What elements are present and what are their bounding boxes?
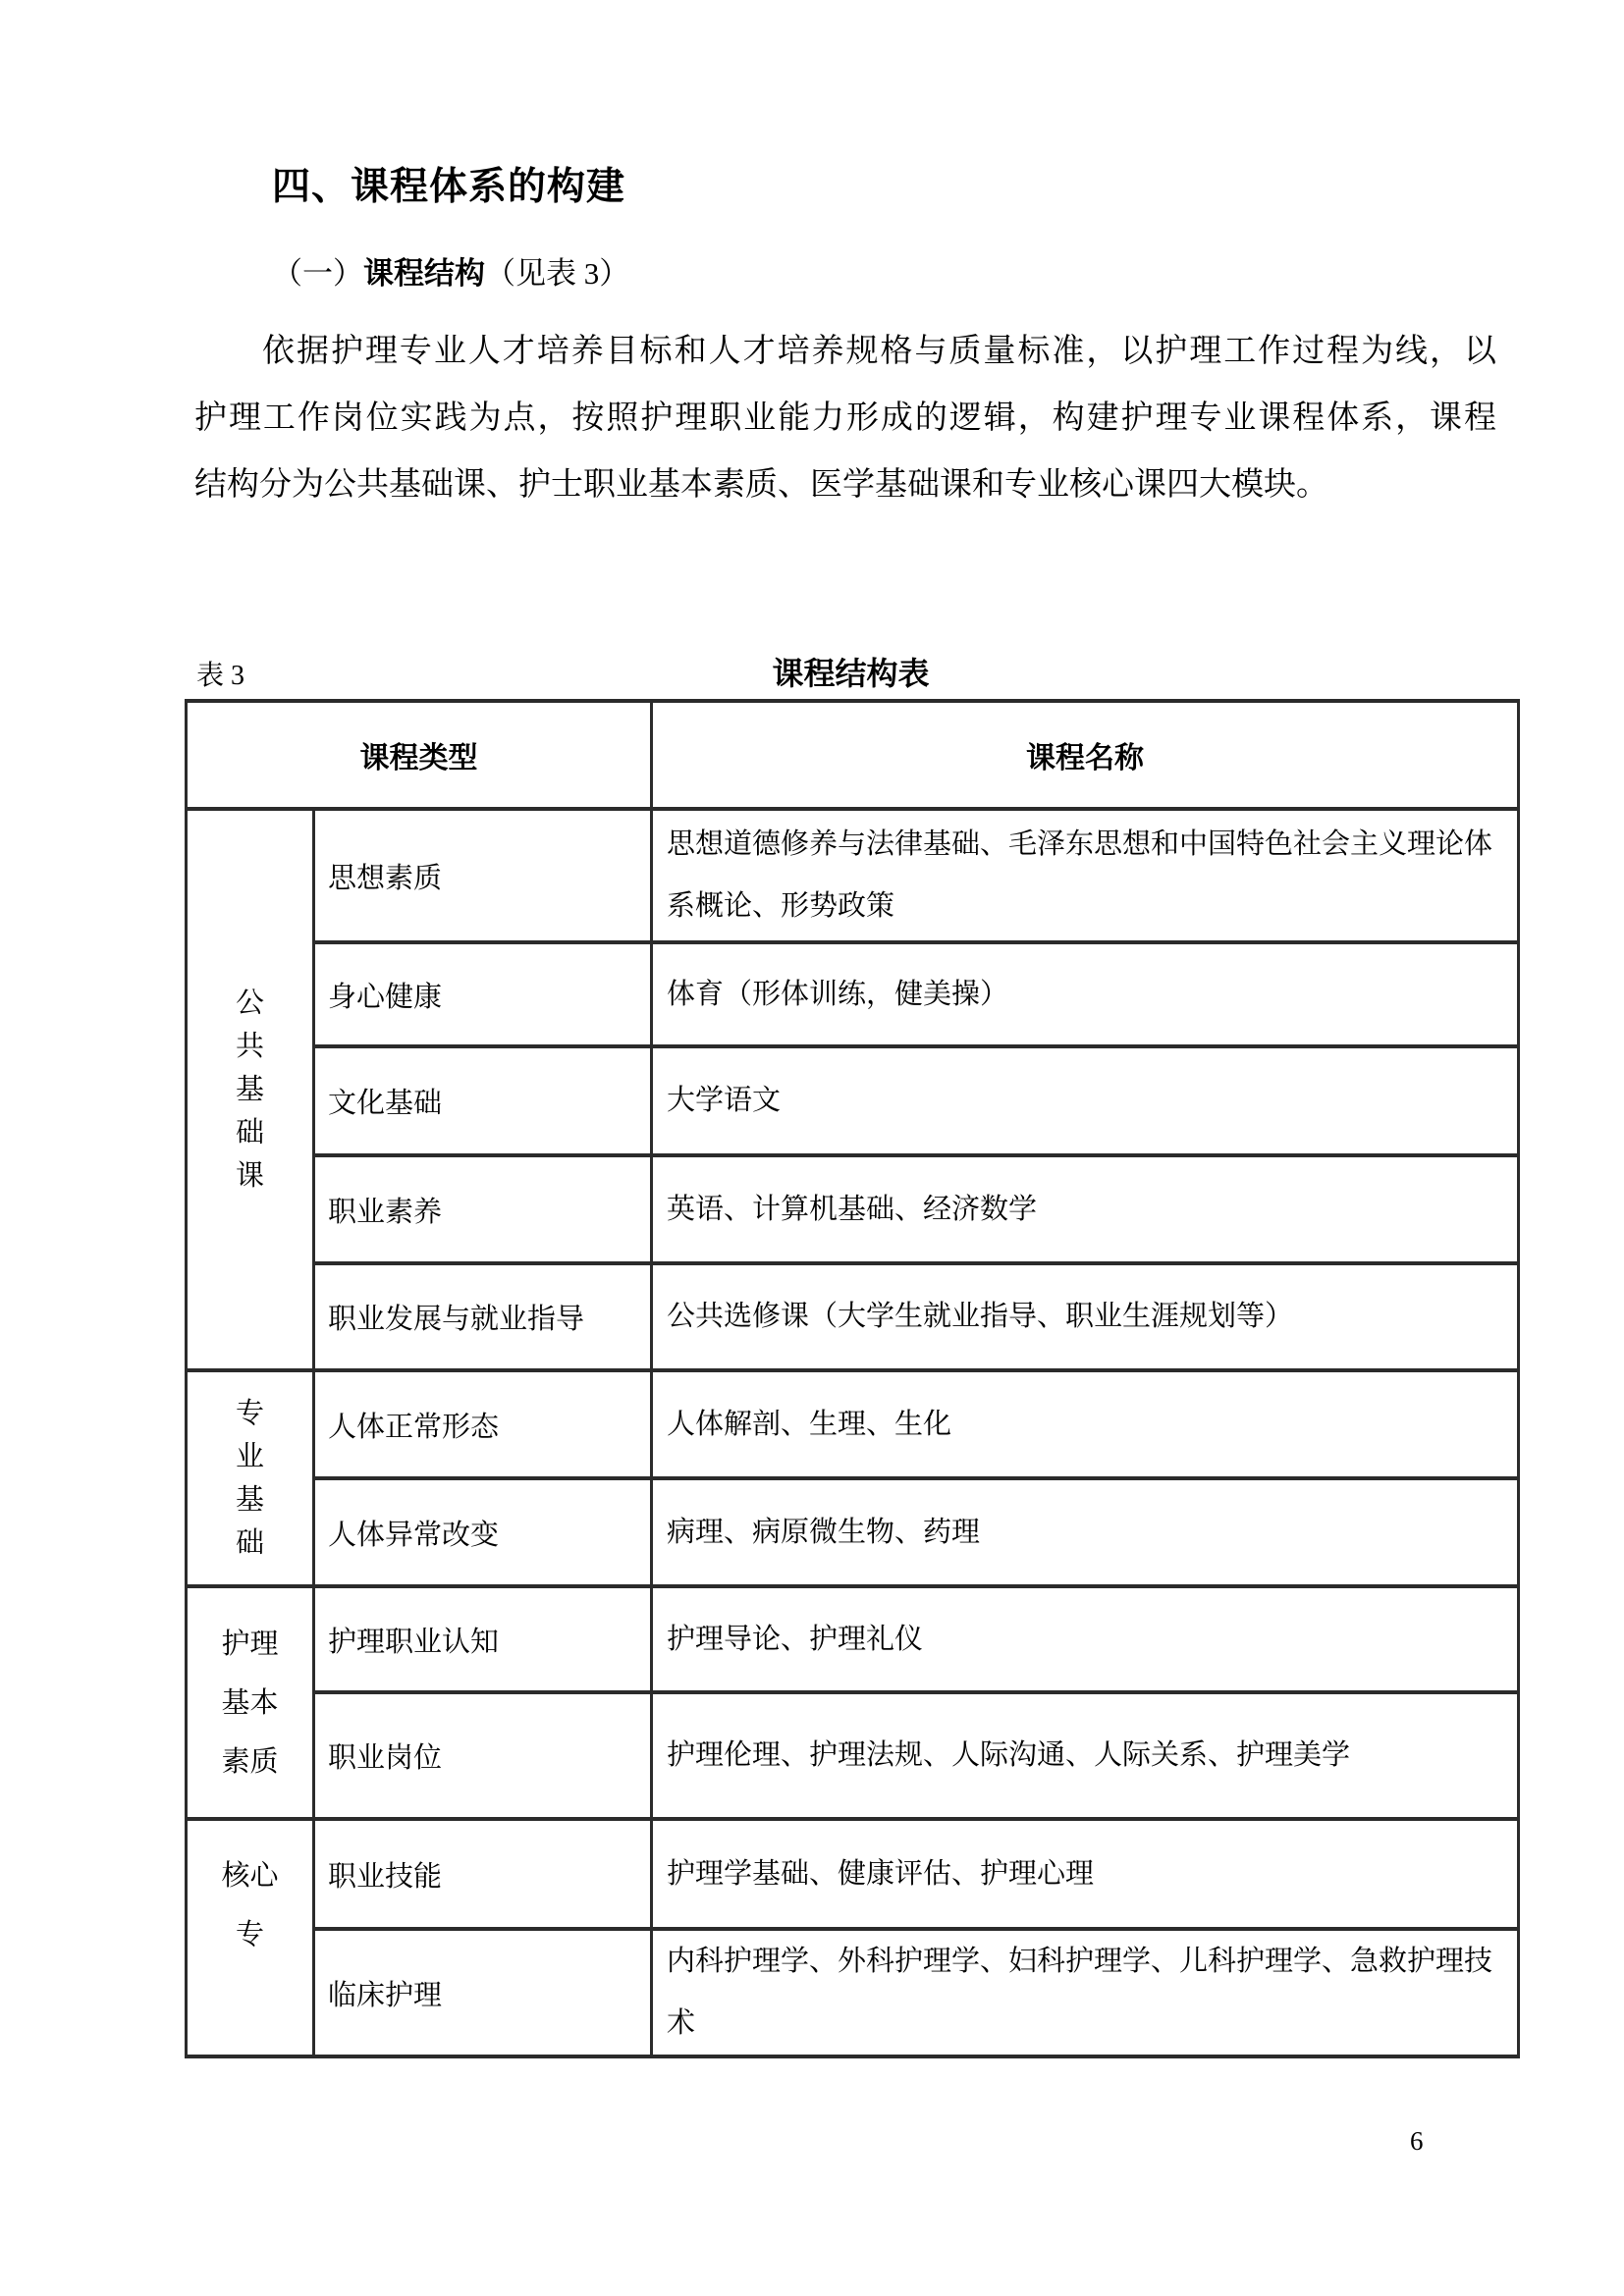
table-row — [187, 1929, 1519, 2056]
course-name-cell: 病理、病原微生物、药理 — [652, 1478, 1519, 1586]
course-type-cell: 职业岗位 — [314, 1692, 652, 1819]
course-type-cell: 文化基础 — [314, 1046, 652, 1155]
group-label-line: 基本 — [221, 1686, 279, 1719]
curriculum-structure-table — [185, 699, 1520, 2058]
group-label-line: 课 — [235, 1160, 264, 1192]
table-row — [187, 942, 1519, 1046]
table-caption-title: 课程结构表 — [772, 656, 930, 691]
subsection-title: 课程结构 — [363, 256, 485, 291]
group-label-line: 共 — [235, 1031, 264, 1062]
course-group-cell — [187, 1586, 314, 1819]
course-group-cell — [187, 1370, 314, 1586]
course-type-header: 课程类型 — [187, 701, 652, 809]
course-type-cell: 职业发展与就业指导 — [314, 1263, 652, 1370]
table-row — [187, 1046, 1519, 1155]
group-label-line: 护理 — [221, 1628, 279, 1660]
group-label-line: 核心 — [221, 1860, 279, 1892]
course-type-cell: 护理职业认知 — [314, 1586, 652, 1692]
course-name-cell: 护理伦理、护理法规、人际沟通、人际关系、护理美学 — [652, 1692, 1519, 1819]
table-caption-label: 表 3 — [196, 661, 245, 691]
table-row — [187, 1819, 1519, 1929]
subsection-ref: （见表 3） — [485, 256, 630, 291]
group-label-line: 基 — [235, 1074, 264, 1105]
table-row — [187, 1692, 1519, 1819]
course-type-cell: 人体正常形态 — [314, 1370, 652, 1478]
table-row — [187, 1370, 1519, 1478]
section-heading: 四、课程体系的构建 — [272, 166, 626, 208]
table-row — [187, 1155, 1519, 1263]
table-row — [187, 1263, 1519, 1370]
course-type-cell: 思想素质 — [314, 809, 652, 942]
course-name-cell: 内科护理学、外科护理学、妇科护理学、儿科护理学、急救护理技术 — [652, 1929, 1519, 2056]
course-type-cell: 职业素养 — [314, 1155, 652, 1263]
group-label-line: 础 — [235, 1527, 264, 1559]
group-label-line: 素质 — [221, 1745, 279, 1778]
course-group-cell — [187, 1819, 314, 2056]
table-header-row — [187, 701, 1519, 809]
paragraph-line: 依据护理专业人才培养目标和人才培养规格与质量标准，以护理工作过程为线，以 — [262, 334, 1496, 369]
course-type-cell: 职业技能 — [314, 1819, 652, 1929]
course-name-cell: 公共选修课（大学生就业指导、职业生涯规划等） — [652, 1263, 1519, 1370]
page-number: 6 — [1410, 2126, 1424, 2156]
group-label-line: 专 — [235, 1398, 264, 1429]
body-paragraph — [194, 318, 1496, 518]
subsection-number: （一） — [272, 256, 363, 291]
subsection-heading — [272, 255, 629, 294]
group-label-line: 基 — [235, 1484, 264, 1516]
course-name-header: 课程名称 — [652, 701, 1519, 809]
course-name-cell: 思想道德修养与法律基础、毛泽东思想和中国特色社会主义理论体系概论、形势政策 — [652, 809, 1519, 942]
course-type-cell: 临床护理 — [314, 1929, 652, 2056]
paragraph-line: 护理工作岗位实践为点，按照护理职业能力形成的逻辑，构建护理专业课程体系，课程 — [194, 400, 1496, 436]
course-type-cell: 身心健康 — [314, 942, 652, 1046]
course-name-cell: 英语、计算机基础、经济数学 — [652, 1155, 1519, 1263]
course-name-cell: 大学语文 — [652, 1046, 1519, 1155]
course-group-cell — [187, 809, 314, 1370]
course-name-cell: 人体解剖、生理、生化 — [652, 1370, 1519, 1478]
group-label-line: 专 — [235, 1919, 264, 1950]
course-name-cell: 体育（形体训练，健美操） — [652, 942, 1519, 1046]
table-row — [187, 809, 1519, 942]
course-name-cell: 护理学基础、健康评估、护理心理 — [652, 1819, 1519, 1929]
group-label-line: 业 — [235, 1441, 264, 1472]
group-label-line: 础 — [235, 1117, 264, 1148]
course-type-cell: 人体异常改变 — [314, 1478, 652, 1586]
course-name-cell: 护理导论、护理礼仪 — [652, 1586, 1519, 1692]
table-row — [187, 1586, 1519, 1692]
group-label-line: 公 — [235, 988, 264, 1019]
paragraph-line: 结构分为公共基础课、护士职业基本素质、医学基础课和专业核心课四大模块。 — [194, 467, 1328, 503]
table-row — [187, 1478, 1519, 1586]
